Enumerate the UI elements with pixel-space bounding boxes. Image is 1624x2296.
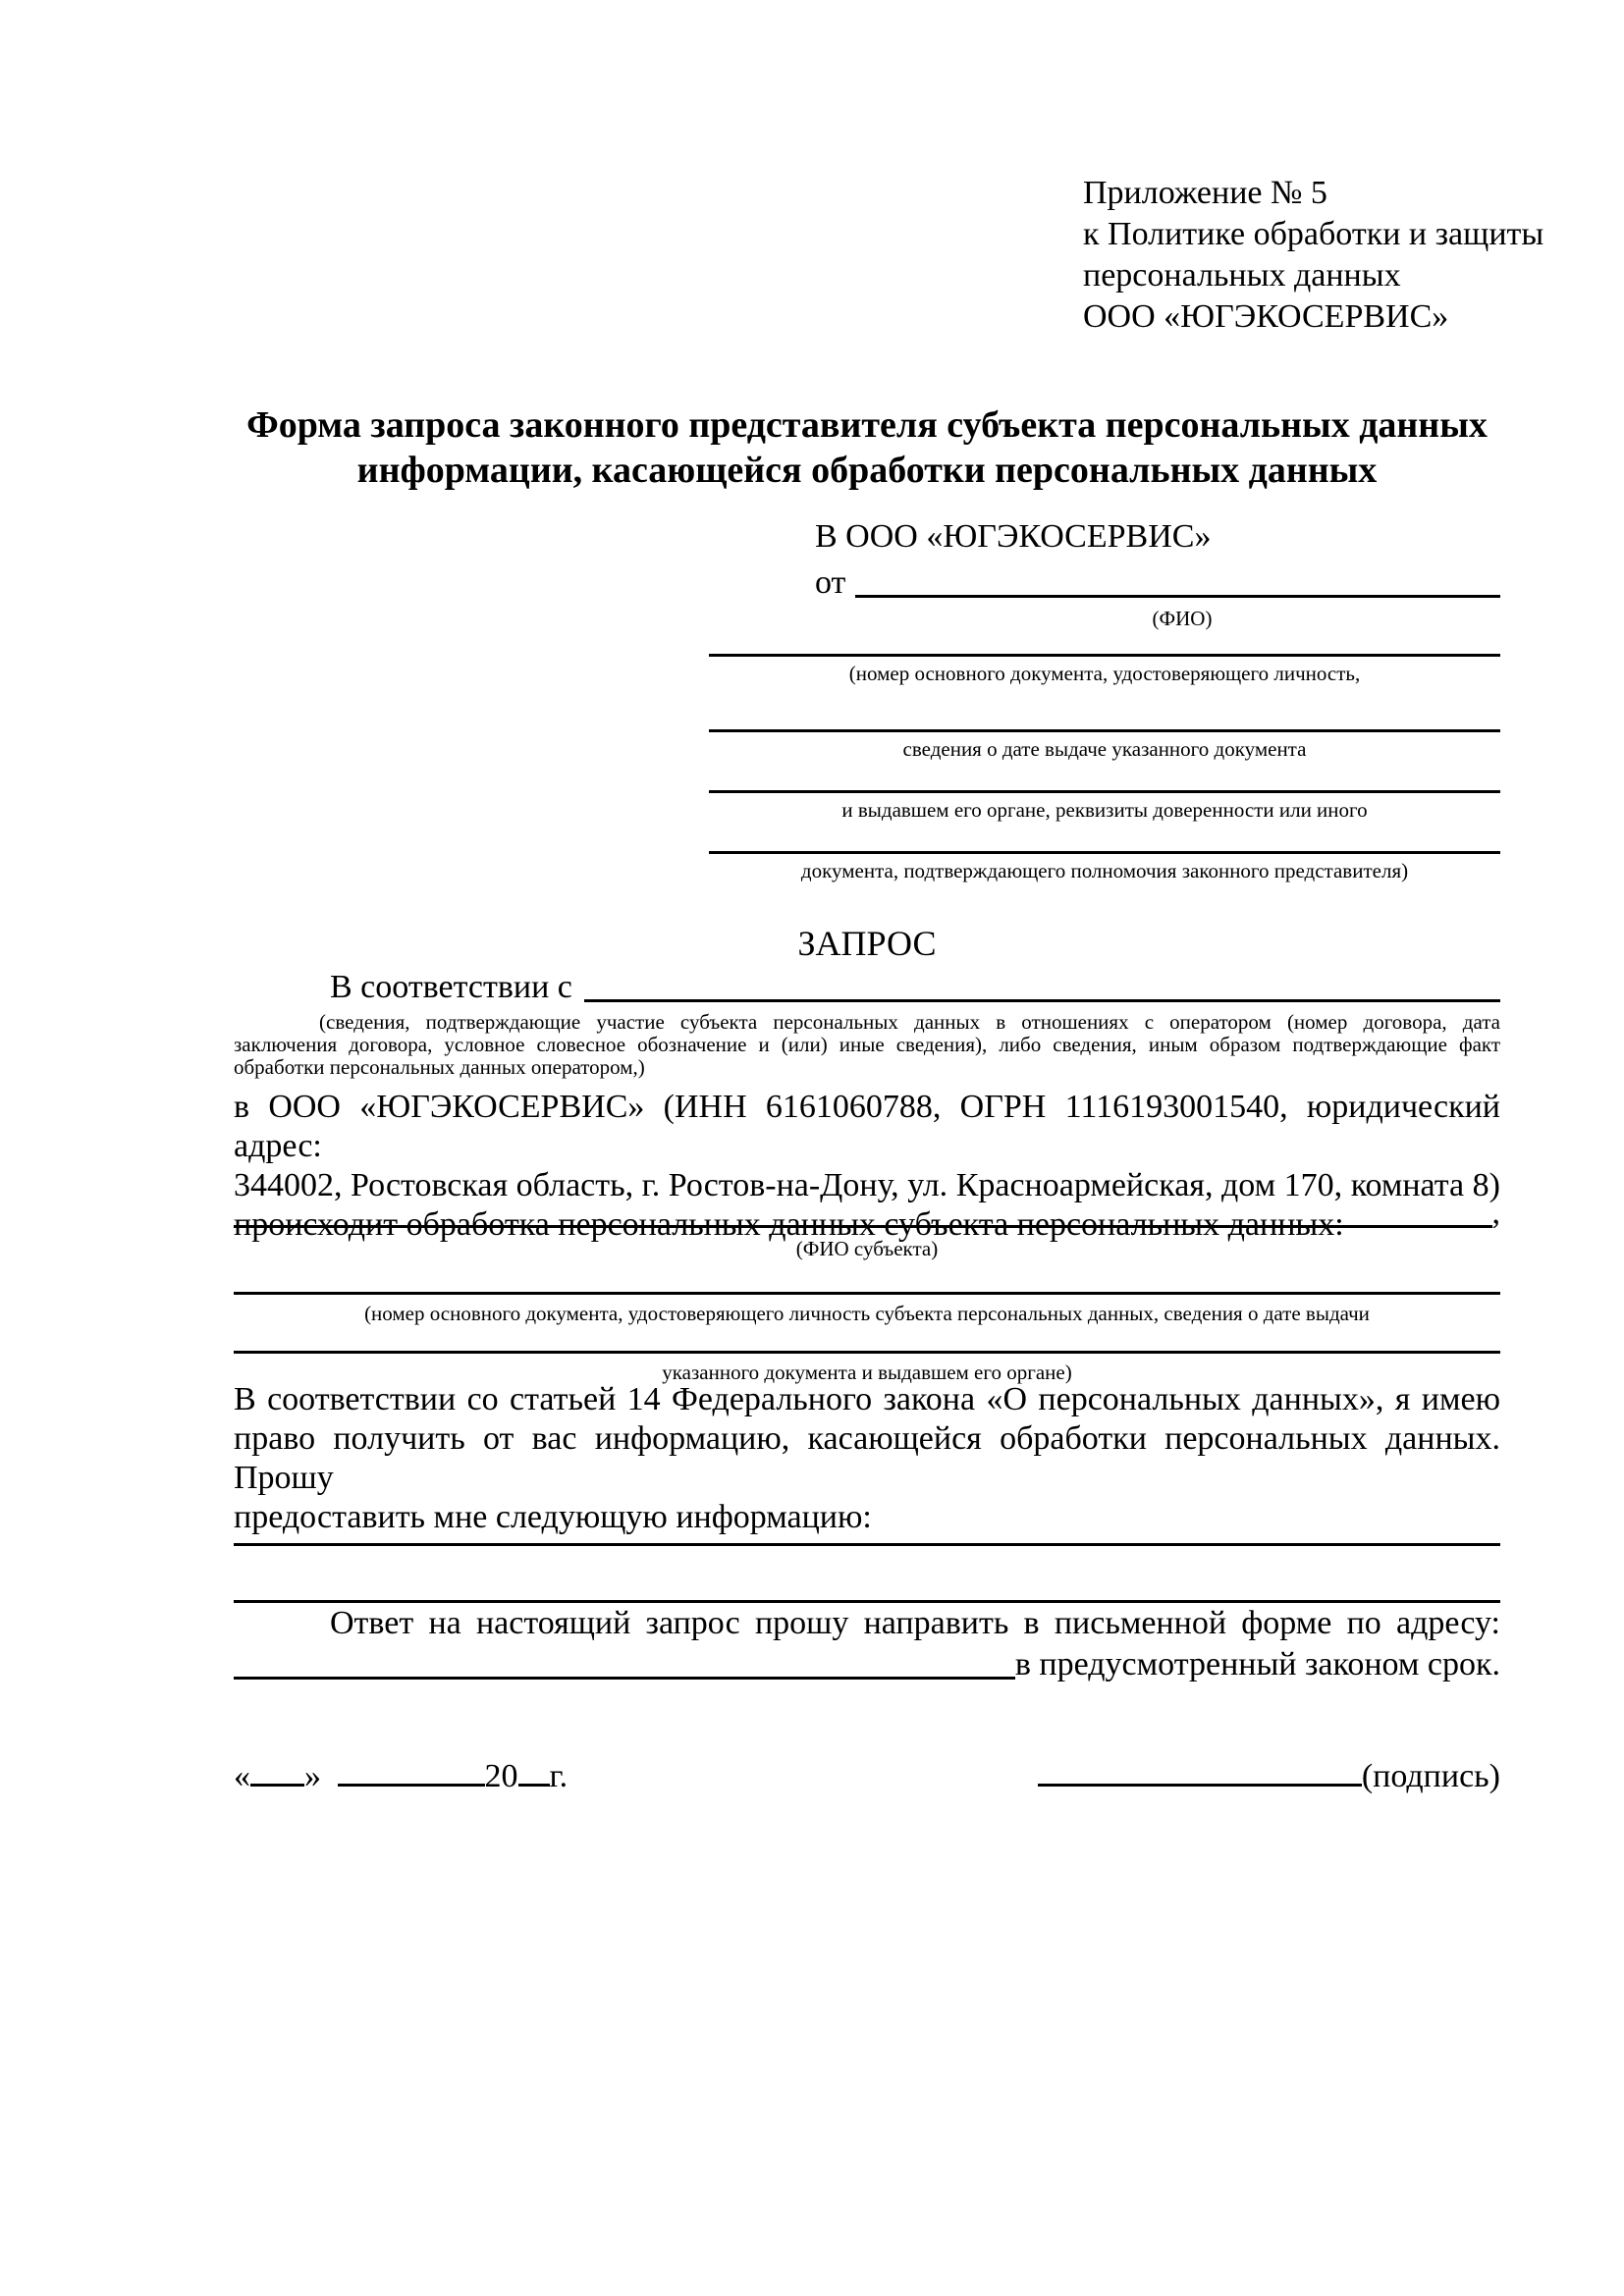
subject-doc-field-1[interactable]: [234, 1292, 1500, 1295]
processing-basis-field[interactable]: [584, 999, 1500, 1002]
year-field[interactable]: [518, 1784, 550, 1787]
representative-doc-group: [709, 729, 1500, 761]
from-row: [815, 558, 1500, 603]
signature-group: [1038, 1757, 1500, 1796]
law-paragraph: [234, 1380, 1500, 1537]
subject-fio-caption: (ФИО субъекта): [795, 1237, 939, 1260]
basis-caption: [234, 1011, 1500, 1079]
basis-row: [234, 964, 1500, 1007]
basis-caption-line: обработки персональных данных оператором,): [234, 1055, 645, 1079]
law-paragraph-line: В соответствии со статьей 14 Федерального закона «О персональных данных», я имею: [234, 1381, 1500, 1417]
basis-label: В соответствии с: [330, 969, 572, 1005]
requested-info-field-1[interactable]: [234, 1543, 1500, 1546]
page-title: [234, 402, 1500, 493]
reply-address-field[interactable]: [234, 1677, 1015, 1680]
date-quote-open: «: [234, 1758, 250, 1794]
year-prefix: 20: [484, 1758, 518, 1794]
operator-paragraph-line: происходит обработка персональных данных субъекта персональных данных:: [234, 1206, 1344, 1243]
representative-doc-group: [709, 654, 1500, 685]
representative-fio-caption: (ФИО): [1152, 607, 1213, 630]
date-quote-close: »: [304, 1758, 321, 1794]
answer-address-row: [234, 1641, 1500, 1684]
requested-info-field-2[interactable]: [234, 1600, 1500, 1603]
representative-doc-group: [709, 790, 1500, 822]
page-title-line: информации, касающейся обработки персональных данных: [356, 450, 1378, 491]
appendix-line: к Политике обработки и защиты: [1083, 216, 1544, 252]
representative-fio-field[interactable]: [855, 595, 1500, 598]
law-paragraph-line: право получить от вас информацию, касающейся обработки персональных данных. Прошу: [234, 1420, 1500, 1496]
basis-caption-line: заключения договора, условное словесное обозначение и (или) иные сведения), либо сведения, иным образом подтверждающие факт: [234, 1033, 1500, 1056]
representative-doc-caption-4: документа, подтверждающего полномочия законного представителя): [800, 859, 1409, 882]
representative-doc-caption-1: (номер основного документа, удостоверяющего личность,: [848, 662, 1361, 685]
day-field[interactable]: [250, 1784, 304, 1787]
subject-doc-caption-1: (номер основного документа, удостоверяющего личность субъекта персональных данных, сведения о дате выдачи: [364, 1302, 1370, 1325]
representative-doc-caption-3: и выдавшем его органе, реквизиты доверенности или иного: [841, 798, 1368, 822]
representative-doc-group: [709, 851, 1500, 882]
addressee-organization: В ООО «ЮГЭКОСЕРВИС»: [815, 518, 1212, 555]
month-field[interactable]: [338, 1784, 485, 1787]
operator-paragraph-line: в ООО «ЮГЭКОСЕРВИС» (ИНН 6161060788, ОГРН 1116193001540, юридический адрес:: [234, 1089, 1500, 1164]
subject-fio-comma: ,: [1491, 1195, 1500, 1231]
signature-caption: (подпись): [1361, 1758, 1500, 1794]
footer-row: [234, 1757, 1500, 1796]
subject-fio-row: [234, 1190, 1500, 1233]
representative-doc-caption-2: сведения о дате выдаче указанного документа: [902, 737, 1307, 761]
subject-doc-field-2[interactable]: [234, 1351, 1500, 1354]
appendix-line: персональных данных: [1083, 257, 1401, 294]
appendix-block: [1083, 173, 1543, 338]
request-heading: ЗАПРОС: [797, 924, 937, 963]
signature-field[interactable]: [1038, 1784, 1362, 1787]
from-label: от: [815, 564, 846, 601]
answer-paragraph-line: Ответ на настоящий запрос прошу направить в письменной форме по адресу:: [330, 1605, 1500, 1641]
answer-paragraph-tail: в предусмотренный законом срок.: [1014, 1646, 1500, 1682]
subject-fio-field[interactable]: [234, 1225, 1492, 1228]
operator-paragraph-line: 344002, Ростовская область, г. Ростов-на-Дону, ул. Красноармейская, дом 170, комната 8): [234, 1167, 1500, 1203]
appendix-line: Приложение № 5: [1083, 175, 1327, 211]
date-group: [234, 1757, 568, 1796]
law-paragraph-line: предоставить мне следующую информацию:: [234, 1499, 872, 1535]
page-title-line: Форма запроса законного представителя субъекта персональных данных: [246, 404, 1488, 446]
year-suffix: г.: [549, 1758, 568, 1794]
appendix-line: ООО «ЮГЭКОСЕРВИС»: [1083, 298, 1449, 335]
subject-doc-caption-2: указанного документа и выдавшем его органе): [662, 1361, 1072, 1384]
basis-caption-line: (сведения, подтверждающие участие субъекта персональных данных в отношениях с оператором (номер договора, дата: [319, 1010, 1500, 1034]
